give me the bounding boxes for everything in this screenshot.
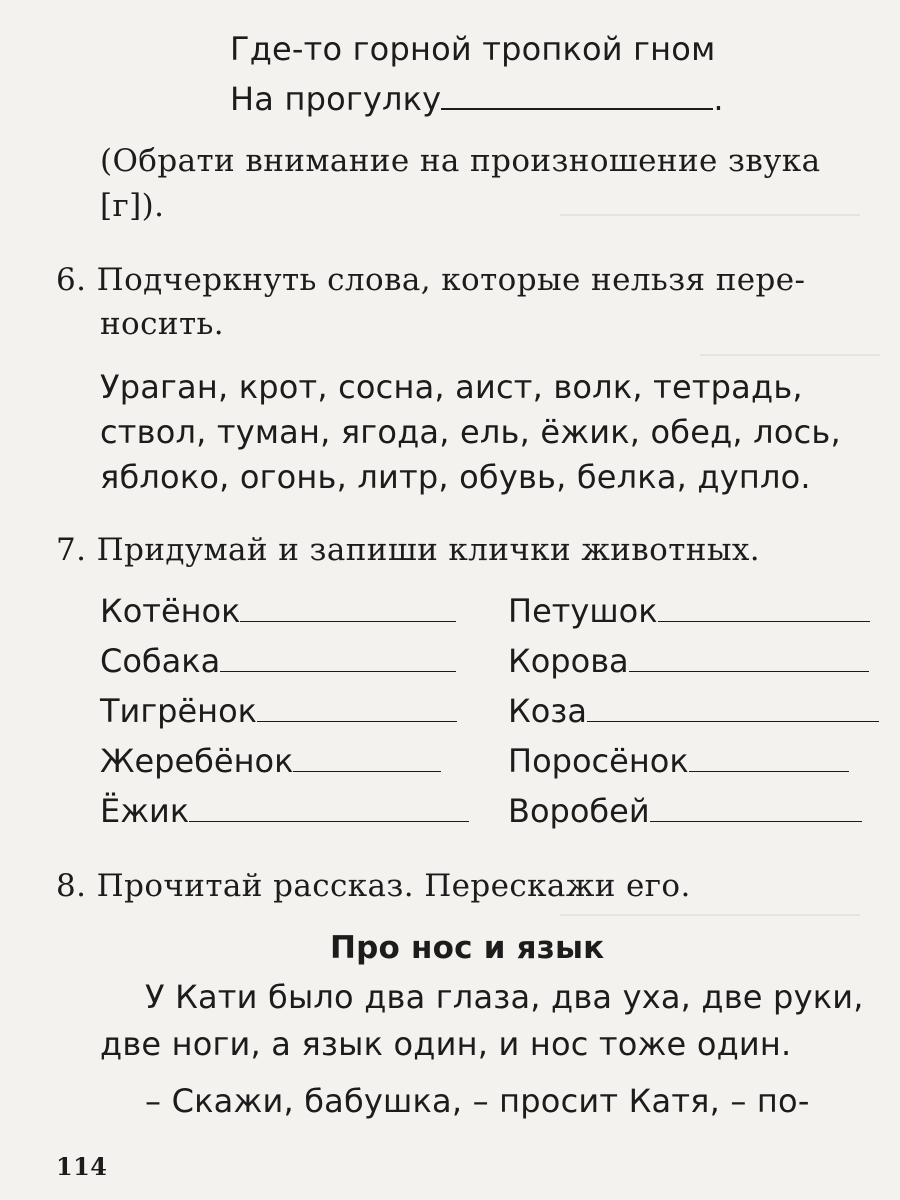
task7-heading: [56, 532, 760, 568]
bleed-through-mark: [560, 200, 860, 216]
task8-heading: [56, 868, 691, 904]
page-number: 114: [56, 1152, 108, 1181]
animal-name-blank[interactable]: [658, 593, 870, 622]
task6-title-line-2: носить.: [100, 306, 225, 342]
animal-row-left-2: [100, 642, 456, 680]
animal-row-left-4: [100, 742, 441, 780]
animal-label: Жеребёнок: [100, 742, 294, 780]
task6-words-line-3: яблоко, огонь, литр, обувь, белка, дупло.: [100, 458, 811, 496]
story-title: Про нос и язык: [330, 930, 605, 966]
animal-label: Тигрёнок: [100, 692, 257, 730]
task7-title: Придумай и запиши клички животных.: [96, 532, 761, 568]
animal-name-blank[interactable]: [189, 793, 469, 822]
animal-name-blank[interactable]: [293, 743, 441, 772]
animal-name-blank[interactable]: [689, 743, 849, 772]
bleed-through-mark: [700, 340, 880, 356]
animal-name-blank[interactable]: [220, 643, 456, 672]
task8-number: 8.: [56, 868, 87, 904]
animal-label: Воробей: [508, 792, 650, 830]
animal-label: Корова: [508, 642, 629, 680]
task8-title: Прочитай рассказ. Перескажи его.: [96, 868, 691, 904]
animal-label: Котёнок: [100, 592, 241, 630]
animal-name-blank[interactable]: [587, 693, 879, 722]
note-line-2: [г]).: [100, 188, 165, 224]
task6-words-line-1: Ураган, крот, сосна, аист, волк, тетрадь,: [100, 368, 803, 406]
task6-title-line-1: Подчеркнуть слова, которые нельзя пере-: [96, 262, 806, 298]
task6-heading: [56, 262, 805, 298]
animal-row-left-5: [100, 792, 469, 830]
note-line-1: (Обрати внимание на произношение звука: [100, 143, 821, 179]
animal-name-blank[interactable]: [650, 793, 862, 822]
animal-row-right-5: [508, 792, 862, 830]
animal-row-right-2: [508, 642, 869, 680]
poem-line-2-text: На прогулку: [230, 80, 442, 118]
task6-words-line-2: ствол, туман, ягода, ель, ёжик, обед, лось,: [100, 413, 841, 451]
task7-number: 7.: [56, 532, 87, 568]
animal-label: Собака: [100, 642, 221, 680]
animal-label: Петушок: [508, 592, 658, 630]
animal-label: Ёжик: [100, 792, 190, 830]
story-line-1: У Кати было два глаза, два уха, две руки,: [145, 978, 864, 1016]
animal-row-right-4: [508, 742, 849, 780]
poem-line-1: Где-то горной тропкой гном: [230, 30, 716, 68]
animal-label: Коза: [508, 692, 587, 730]
animal-row-right-1: [508, 592, 870, 630]
animal-name-blank[interactable]: [240, 593, 456, 622]
animal-label: Поросёнок: [508, 742, 689, 780]
animal-name-blank[interactable]: [629, 643, 869, 672]
story-line-3: – Скажи, бабушка, – просит Катя, – по-: [145, 1082, 810, 1120]
animal-row-left-3: [100, 692, 457, 730]
story-line-2: две ноги, а язык один, и нос тоже один.: [100, 1025, 792, 1063]
poem-answer-blank[interactable]: [441, 82, 713, 110]
poem-line-2: [230, 80, 724, 118]
animal-row-right-3: [508, 692, 879, 730]
animal-row-left-1: [100, 592, 456, 630]
task6-number: 6.: [56, 262, 87, 298]
animal-name-blank[interactable]: [257, 693, 457, 722]
poem-line-2-end: .: [713, 80, 724, 118]
